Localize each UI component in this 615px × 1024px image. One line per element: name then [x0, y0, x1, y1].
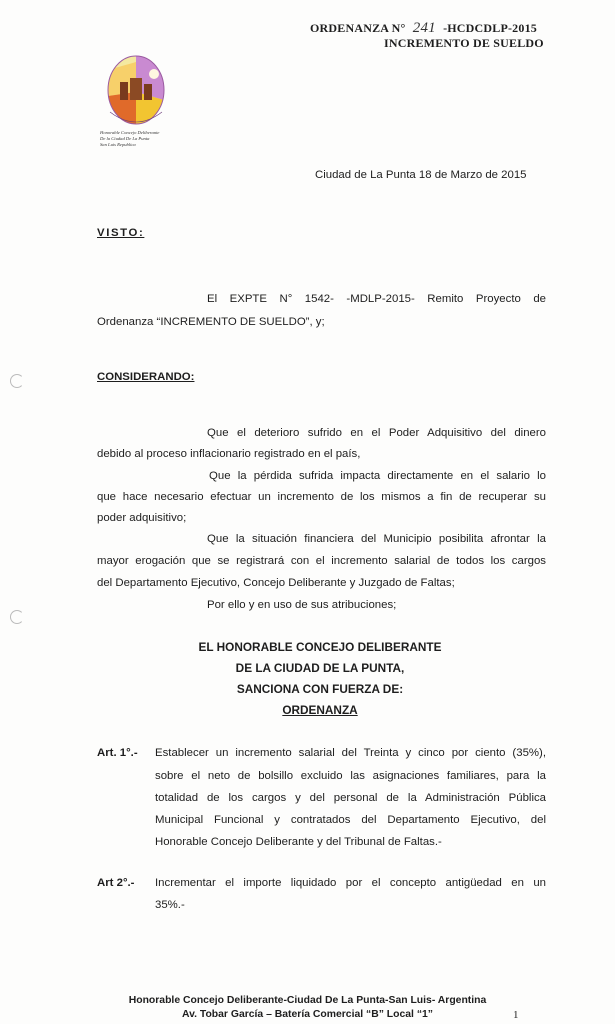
- considerando-line: Por ello y en uso de sus atribuciones;: [207, 599, 397, 611]
- sanction-line: SANCIONA CON FUERZA DE:: [236, 682, 404, 696]
- date-line: Ciudad de La Punta 18 de Marzo de 2015: [315, 169, 527, 181]
- ordinance-number-handwritten: 241: [412, 20, 436, 36]
- visto-paragraph-line: Ordenanza “INCREMENTO DE SUELDO”, y;: [97, 316, 325, 328]
- considerando-line: Que la situación financiera del Municipio posibilita afrontar la: [207, 533, 546, 545]
- sanction-line: DE LA CIUDAD DE LA PUNTA,: [235, 661, 405, 675]
- punch-hole-mark: [10, 374, 24, 388]
- article-2-label: Art 2°.-: [97, 877, 135, 889]
- ordinance-prefix: ORDENANZA N°: [310, 21, 406, 35]
- seal-caption-line: De la Ciudad De La Punta: [100, 136, 150, 141]
- visto-paragraph-line: El EXPTE N° 1542- -MDLP-2015- Remito Proyecto de: [207, 293, 546, 305]
- page-number: 1: [513, 1009, 519, 1021]
- article-1-line: Honorable Concejo Deliberante y del Tribunal de Faltas.-: [155, 836, 442, 848]
- considerando-line: debido al proceso inflacionario registrado en el país,: [97, 448, 361, 460]
- article-1-line: sobre el neto de bolsillo excluido las asignaciones familiares, para la: [155, 770, 546, 782]
- ordinance-suffix: -HCDCDLP-2015: [443, 21, 537, 35]
- sanction-line: EL HONORABLE CONCEJO DELIBERANTE: [198, 640, 442, 654]
- ordinance-number-line: [310, 20, 537, 37]
- footer-line: Honorable Concejo Deliberante-Ciudad De La Punta-San Luis- Argentina: [128, 995, 487, 1006]
- seal-caption-line: San Luis Republica: [100, 142, 136, 147]
- seal-caption-line: Honorable Concejo Deliberante: [100, 130, 160, 135]
- visto-heading: VISTO:: [97, 227, 145, 239]
- article-1-label: Art. 1°.-: [97, 747, 138, 759]
- article-1-line: Establecer un incremento salarial del Treinta y cinco por ciento (35%),: [155, 747, 546, 759]
- considerando-line: Que la pérdida sufrida impacta directamente en el salario lo: [209, 470, 546, 482]
- footer-line: Av. Tobar García – Batería Comercial “B” Local “1”: [181, 1009, 433, 1020]
- considerando-line: Que el deterioro sufrido en el Poder Adquisitivo del dinero: [207, 427, 546, 439]
- punch-hole-mark: [10, 610, 24, 624]
- considerando-line: mayor erogación que se registrará con el incremento salarial de todos los cargos: [97, 555, 546, 567]
- article-1-line: totalidad de los cargos y del personal de la Administración Pública: [155, 792, 546, 804]
- seal-caption: [100, 130, 159, 148]
- considerando-line: del Departamento Ejecutivo, Concejo Deliberante y Juzgado de Faltas;: [97, 577, 455, 589]
- article-1-line: Municipal Funcional y contratados del Departamento Ejecutivo, del: [155, 814, 546, 826]
- ordenanza-title: ORDENANZA: [282, 703, 358, 717]
- considerando-line: que hace necesario efectuar un incremento de los mismos a fin de recuperar su: [97, 491, 546, 503]
- ordinance-subject: INCREMENTO DE SUELDO: [384, 36, 544, 50]
- considerando-line: poder adquisitivo;: [97, 512, 187, 524]
- considerando-heading: CONSIDERANDO:: [97, 371, 195, 383]
- article-2-line: 35%.-: [155, 899, 185, 911]
- article-2-line: Incrementar el importe liquidado por el concepto antigüedad en un: [155, 877, 546, 889]
